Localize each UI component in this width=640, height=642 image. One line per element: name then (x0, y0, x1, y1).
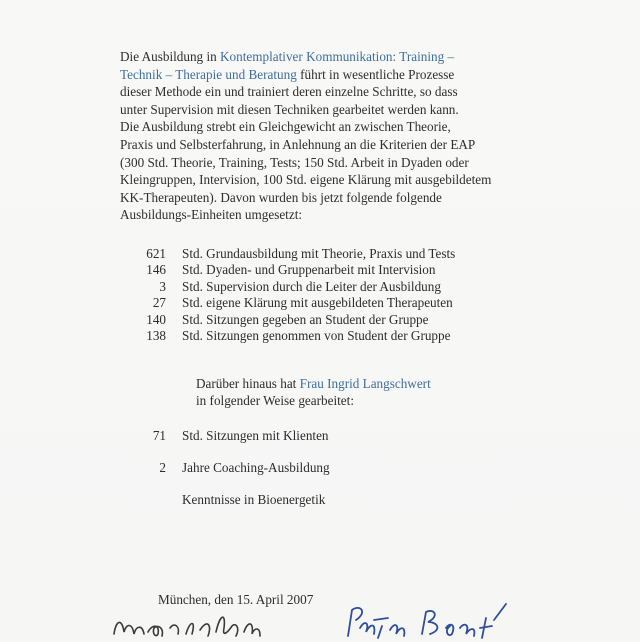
extra-text: Darüber hinaus hat (196, 376, 300, 391)
intro-line (120, 66, 520, 84)
course-title: Kontemplativer Kommunikation: Training – (220, 49, 455, 64)
item-count (120, 492, 182, 508)
training-units-list (120, 246, 540, 344)
signature-right (330, 598, 530, 642)
intro-text: führt in wesentliche Prozesse (296, 66, 455, 82)
unit-description: Std. eigene Klärung mit ausgebildeten Therapeuten (182, 295, 453, 311)
intro-text: Die Ausbildung in (120, 49, 221, 64)
list-item (120, 279, 540, 295)
list-item (120, 262, 540, 278)
intro-line: Ausbildungs-Einheiten umgesetzt: (120, 207, 303, 223)
item-count: 2 (159, 460, 166, 475)
unit-hours: 3 (159, 278, 166, 294)
course-title: Technik – Therapie und Beratung (120, 66, 297, 82)
item-description: Kenntnisse in Bioenergetik (182, 492, 326, 507)
intro-line: (300 Std. Theorie, Training, Tests; 150 Std. Arbeit in Dyaden oder (120, 154, 469, 170)
intro-line: KK-Therapeuten). Davon wurden bis jetzt folgende folgende (120, 189, 442, 205)
additional-work-intro (196, 375, 431, 410)
list-item (120, 460, 540, 476)
unit-hours: 621 (146, 246, 166, 261)
trainee-name: Frau Ingrid Langschwert (299, 376, 431, 391)
item-count: 71 (152, 428, 166, 443)
unit-description: Std. Sitzungen gegeben an Student der Gruppe (182, 311, 429, 327)
intro-line (120, 48, 520, 66)
unit-hours: 146 (146, 262, 166, 278)
intro-line: Kleingruppen, Intervision, 100 Std. eigene Klärung mit ausgebildetem (120, 172, 492, 188)
item-description: Std. Sitzungen mit Klienten (182, 428, 329, 443)
list-item (120, 328, 540, 344)
intro-line: Praxis und Selbsterfahrung, in Anlehnung an die Kriterien der EAP (120, 136, 476, 152)
list-item (120, 295, 540, 311)
unit-description: Std. Supervision durch die Leiter der Ausbildung (182, 278, 441, 294)
extra-line: in folgender Weise gearbeitet: (196, 393, 354, 409)
extra-line (196, 375, 431, 392)
list-item (120, 246, 540, 262)
place-date: München, den 15. April 2007 (158, 592, 314, 607)
unit-description: Std. Dyaden- und Gruppenarbeit mit Intervision (182, 262, 436, 278)
unit-hours: 140 (146, 311, 166, 327)
unit-hours: 27 (152, 295, 166, 311)
item-description: Jahre Coaching-Ausbildung (182, 460, 330, 475)
intro-paragraph (120, 48, 520, 224)
intro-line: dieser Methode ein und trainiert deren einzelne Schritte, so dass (120, 84, 458, 100)
intro-line: Die Ausbildung strebt ein Gleichgewicht an zwischen Theorie, (120, 119, 451, 135)
unit-description: Std. Grundausbildung mit Theorie, Praxis und Tests (182, 246, 456, 261)
list-item (120, 492, 540, 508)
signature-left (108, 598, 318, 642)
unit-hours: 138 (146, 328, 166, 344)
list-item (120, 312, 540, 328)
unit-description: Std. Sitzungen genommen von Student der Gruppe (182, 328, 451, 344)
list-item (120, 428, 540, 444)
intro-line: unter Supervision mit diesen Techniken gearbeitet werden kann. (120, 101, 459, 117)
